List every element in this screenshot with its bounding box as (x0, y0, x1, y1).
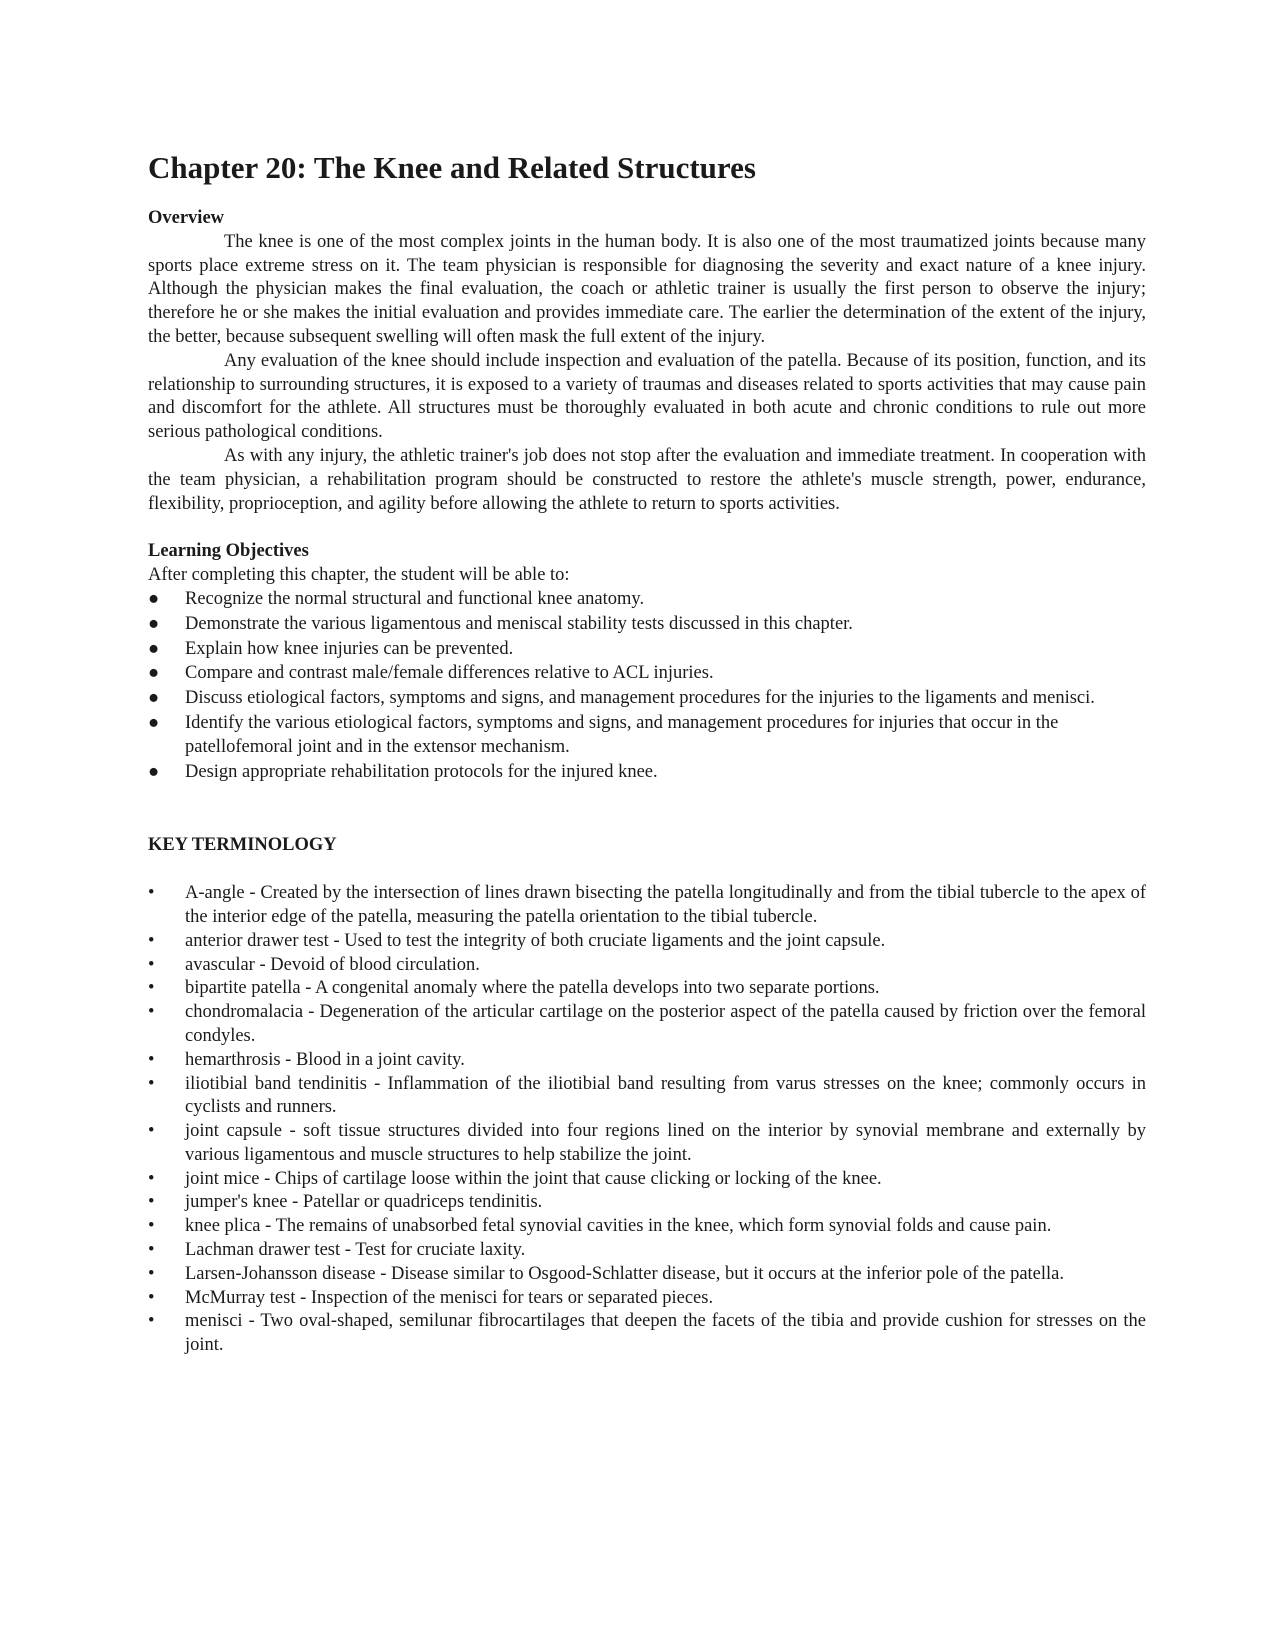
list-item (148, 1287, 1146, 1311)
term-text: chondromalacia - Degeneration of the articular cartilage on the posterior aspect of the patella caused by friction over the femoral condyles. (185, 1002, 1146, 1046)
overview-paragraph: Any evaluation of the knee should include inspection and evaluation of the patella. Because of its position, function, and its relationship to surrounding structures, it is exposed to a variety of traumas and diseases related to sports activities that may cause pain and discomfort for the athlete. All structures must be thoroughly evaluated in both acute and chronic conditions to rule out more serious pathological conditions. (148, 350, 1146, 443)
list-item (148, 1215, 1146, 1239)
term-text: Lachman drawer test - Test for cruciate laxity. (185, 1240, 526, 1261)
bullet-icon: • (148, 1311, 155, 1332)
document-page (148, 150, 1146, 1358)
bullet-icon: • (148, 1287, 155, 1308)
bullet-icon: • (148, 954, 155, 975)
list-item (148, 1073, 1146, 1121)
list-item (148, 954, 1146, 978)
overview-paragraph: As with any injury, the athletic trainer's job does not stop after the evaluation and immediate treatment. In cooperation with the team physician, a rehabilitation program should be constructed to restore the athlete's muscle strength, power, endurance, flexibility, proprioception, and agility before allowing the athlete to return to sports activities. (148, 445, 1146, 514)
objectives-heading: Learning Objectives (148, 541, 309, 562)
overview-heading: Overview (148, 208, 225, 228)
objectives-section (148, 540, 1146, 784)
bullet-icon: • (148, 1121, 155, 1142)
list-item (148, 638, 1146, 662)
bullet-icon: • (148, 883, 155, 904)
list-item-text: Explain how knee injuries can be prevented. (185, 638, 514, 659)
list-item (148, 588, 1146, 612)
bullet-icon: ● (148, 688, 160, 709)
term-text: avascular - Devoid of blood circulation. (185, 954, 480, 975)
term-text: joint mice - Chips of cartilage loose within the joint that cause clicking or locking of the knee. (185, 1168, 882, 1189)
term-text: bipartite patella - A congenital anomaly where the patella develops into two separate portions. (185, 978, 880, 999)
list-item (148, 1049, 1146, 1073)
bullet-icon: • (148, 1263, 155, 1284)
list-item (148, 1120, 1146, 1168)
key-terminology-heading: KEY TERMINOLOGY (148, 835, 337, 856)
bullet-icon: ● (148, 712, 160, 733)
list-item (148, 977, 1146, 1001)
overview-section (148, 207, 1146, 516)
list-item (148, 1239, 1146, 1263)
bullet-icon: • (148, 1240, 155, 1261)
list-item (148, 930, 1146, 954)
objectives-list (148, 588, 1146, 784)
list-item-text: Compare and contrast male/female differences relative to ACL injuries. (185, 663, 714, 684)
overview-paragraph: The knee is one of the most complex joints in the human body. It is also one of the most traumatized joints because many sports place extreme stress on it. The team physician is responsible for diagnosing the severity and exact nature of a knee injury. Although the physician makes the final evaluation, the coach or athletic trainer is usually the first person to observe the injury; therefore he or she makes the initial evaluation and provides immediate care. The earlier the determination of the extent of the injury, the better, because subsequent swelling will often mask the full extent of the injury. (148, 231, 1146, 347)
term-text: menisci - Two oval-shaped, semilunar fibrocartilages that deepen the facets of the tibia and provide cushion for stresses on the joint. (185, 1311, 1146, 1356)
list-item (148, 761, 1146, 785)
term-text: Larsen-Johansson disease - Disease similar to Osgood-Schlatter disease, but it occurs at the inferior pole of the patella. (185, 1263, 1065, 1284)
term-text: jumper's knee - Patellar or quadriceps tendinitis. (185, 1192, 543, 1213)
objectives-intro: After completing this chapter, the student will be able to: (148, 565, 570, 586)
list-item (148, 882, 1146, 930)
term-text: joint capsule - soft tissue structures divided into four regions lined on the interior by synovial membrane and externally by various ligamentous and muscle structures to help stabilize the joint. (185, 1121, 1146, 1165)
bullet-icon: • (148, 1216, 155, 1237)
list-item (148, 662, 1146, 686)
term-text: A-angle - Created by the intersection of lines drawn bisecting the patella longitudinally and from the tibial tubercle to the apex of the interior edge of the patella, measuring the patella orientation to the tibial tubercle. (185, 883, 1146, 927)
list-item (148, 1001, 1146, 1049)
bullet-icon: • (148, 1049, 155, 1070)
term-text: knee plica - The remains of unabsorbed fetal synovial cavities in the knee, which form synovial folds and cause pain. (185, 1216, 1052, 1237)
list-item (148, 1191, 1146, 1215)
bullet-icon: • (148, 1192, 155, 1213)
list-item (148, 1168, 1146, 1192)
bullet-icon: • (148, 930, 155, 951)
bullet-icon: • (148, 1168, 155, 1189)
term-text: anterior drawer test - Used to test the integrity of both cruciate ligaments and the joint capsule. (185, 930, 886, 951)
terminology-list (148, 882, 1146, 1358)
list-item (148, 613, 1146, 637)
list-item (148, 712, 1146, 760)
bullet-icon: • (148, 1002, 155, 1023)
list-item-text: Discuss etiological factors, symptoms and signs, and management procedures for the injuries to the ligaments and menisci. (185, 688, 1095, 709)
list-item (148, 687, 1146, 711)
bullet-icon: ● (148, 588, 160, 609)
list-item-text: Identify the various etiological factors, symptoms and signs, and management procedures for injuries that occur in the patellofemoral joint and in the extensor mechanism. (185, 712, 1059, 757)
term-text: iliotibial band tendinitis - Inflammation of the iliotibial band resulting from varus stresses on the knee; commonly occurs in cyclists and runners. (185, 1073, 1146, 1118)
list-item-text: Demonstrate the various ligamentous and meniscal stability tests discussed in this chapter. (185, 613, 853, 634)
bullet-icon: • (148, 978, 155, 999)
bullet-icon: • (148, 1073, 155, 1094)
list-item-text: Recognize the normal structural and functional knee anatomy. (185, 588, 645, 609)
term-text: hemarthrosis - Blood in a joint cavity. (185, 1049, 465, 1070)
list-item (148, 1310, 1146, 1358)
bullet-icon: ● (148, 663, 160, 684)
bullet-icon: ● (148, 761, 160, 782)
list-item-text: Design appropriate rehabilitation protocols for the injured knee. (185, 761, 658, 782)
list-item (148, 1263, 1146, 1287)
bullet-icon: ● (148, 638, 160, 659)
chapter-title: Chapter 20: The Knee and Related Structures (148, 150, 756, 185)
bullet-icon: ● (148, 613, 160, 634)
term-text: McMurray test - Inspection of the menisci for tears or separated pieces. (185, 1287, 714, 1308)
